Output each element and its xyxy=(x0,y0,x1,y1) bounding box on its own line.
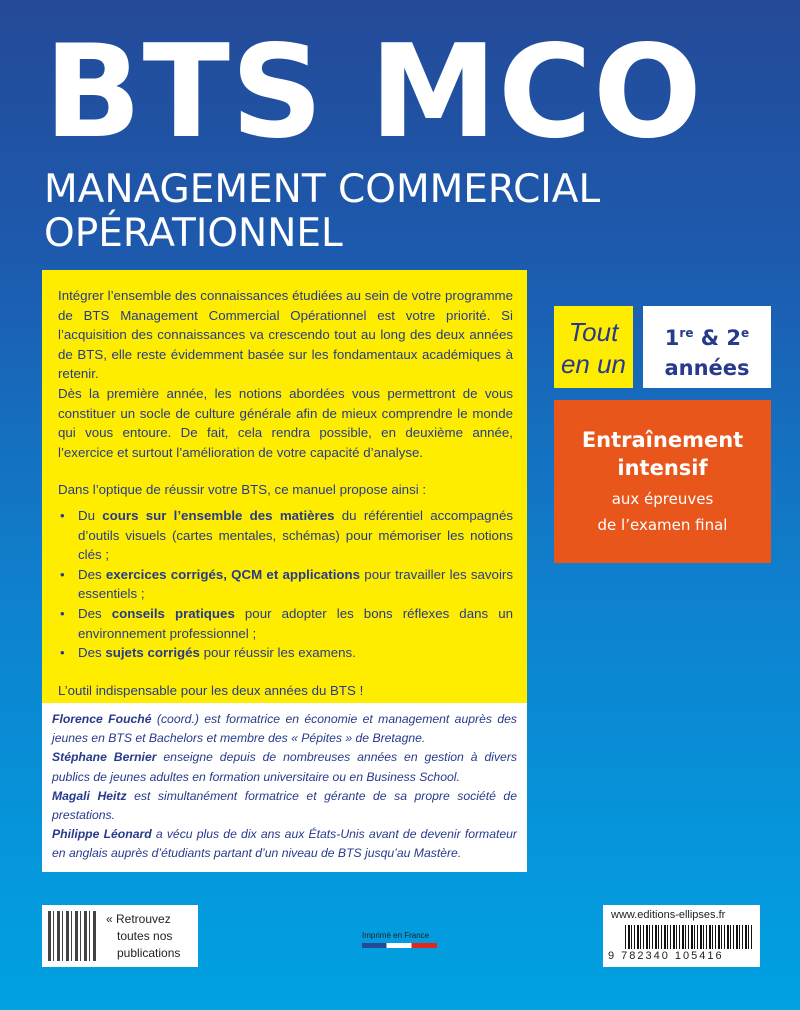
subtitle-line: MANAGEMENT COMMERCIAL xyxy=(44,167,601,212)
author-bio: Philippe Léonard a vécu plus de dix ans aux États-Unis avant de devenir formateur en anglais auprès d’étudiants partant d’un niveau de BTS jusqu’au Mastère. xyxy=(52,827,517,861)
author-bio: Stéphane Bernier enseigne depuis de nombreuses années en gestion à divers publics de jeunes adultes en formation universitaire ou en Business School. xyxy=(52,750,517,784)
qr-code-icon[interactable] xyxy=(48,911,98,961)
list-item: • Du cours sur l’ensemble des matières du référentiel accompagnés d’outils visuels (cartes mentales, schémas) pour mémoriser les notions clés ; xyxy=(58,506,513,565)
paragraph: Dans l’optique de réussir votre BTS, ce manuel propose ainsi : xyxy=(58,482,427,498)
authors-box xyxy=(42,703,527,872)
tout-en-un-badge: Tout en un xyxy=(554,306,633,388)
book-title: BTS MCO xyxy=(44,18,703,167)
printed-in-france: Imprimé en France xyxy=(362,931,430,940)
book-subtitle xyxy=(44,168,600,256)
author-bio: Magali Heitz est simultanément formatrice et gérante de sa propre société de prestations. xyxy=(52,788,517,823)
qr-box[interactable] xyxy=(42,905,198,967)
years-badge: 1re & 2e années xyxy=(643,306,771,388)
subtitle-line: OPÉRATIONNEL xyxy=(44,211,343,256)
qr-caption: « Retrouvez toutes nos publications xyxy=(106,912,181,960)
barcode-box xyxy=(603,905,760,967)
list-item: • Des exercices corrigés, QCM et applications pour travailler les savoirs essentiels ; xyxy=(58,565,513,604)
paragraph: Intégrer l’ensemble des connaissances étudiées au sein de votre programme de BTS Management Commercial Opérationnel est votre priorité. Si l’acquisition des connaissances va crescendo tout au long des deux années de BTS, elle reste évidemment basée sur les fondamentaux académiques à retenir. xyxy=(58,288,513,382)
features-list xyxy=(58,506,513,663)
french-flag-icon xyxy=(362,943,437,948)
list-item: • Des sujets corrigés pour réussir les examens. xyxy=(58,643,513,663)
description-box xyxy=(42,270,527,712)
author-bio: Florence Fouché (coord.) est formatrice en économie et management auprès des jeunes en BTS et Bachelors et membre des « Pépites » de Bretagne. xyxy=(52,712,517,746)
publisher-url[interactable]: www.editions-ellipses.fr xyxy=(611,909,726,921)
training-badge: Entraînement intensif aux épreuves de l’examen final xyxy=(554,400,771,563)
paragraph: Dès la première année, les notions abordées vous permettront de vous constituer un socle de culture générale afin de mieux comprendre le monde qui vous entoure. De fait, cela rendra possible, en deuxième année, l’exercice et surtout l’amélioration de votre capacité d’analyse. xyxy=(58,385,513,460)
closing-line: L’outil indispensable pour les deux années du BTS ! xyxy=(58,682,364,698)
barcode-icon xyxy=(625,925,752,949)
isbn-number: 9 782340 105416 xyxy=(608,950,724,962)
list-item: • Des conseils pratiques pour adopter les bons réflexes dans un environnement professionnel ; xyxy=(58,604,513,643)
